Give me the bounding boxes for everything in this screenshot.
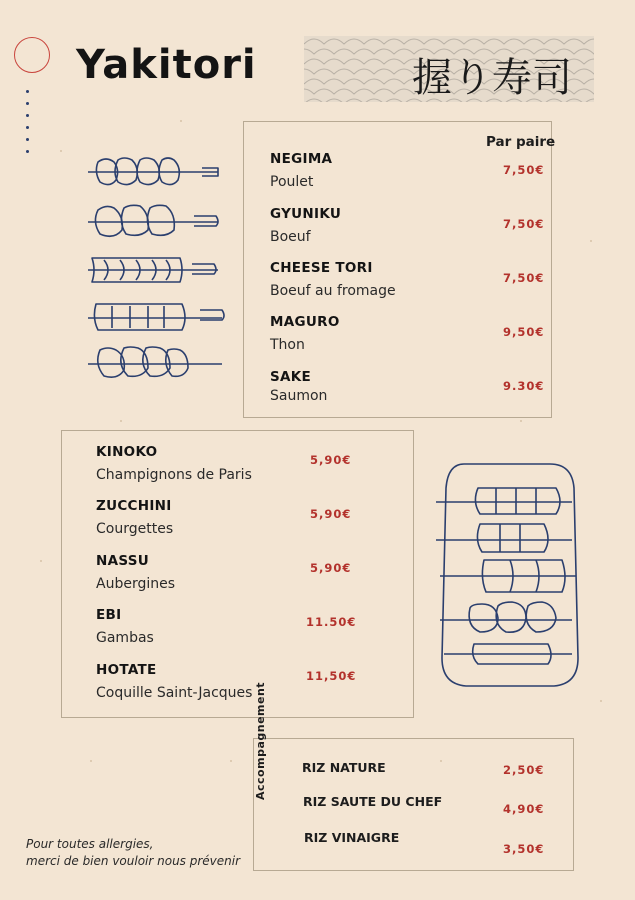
japanese-title: 握り寿司 [412,55,572,101]
dot-icon [26,126,29,129]
side-name: RIZ VINAIGRE [304,830,400,845]
item-desc: Gambas [96,630,154,646]
skewer-plate-illustration-icon [434,458,582,690]
side-price: 3,50€ [503,842,545,856]
item-desc: Boeuf au fromage [270,283,396,299]
item-price: 9,50€ [503,325,545,339]
circle-decoration-icon [14,37,50,73]
page-title: Yakitori [76,42,257,88]
item-desc: Saumon [270,388,328,404]
dot-icon [26,90,29,93]
dot-icon [26,138,29,141]
item-price: 11,50€ [306,669,357,683]
item-price: 11.50€ [306,615,357,629]
item-name: NEGIMA [270,151,333,167]
item-desc: Poulet [270,174,314,190]
item-desc: Champignons de Paris [96,467,252,483]
item-name: GYUNIKU [270,206,342,222]
column-header: Par paire [486,134,556,150]
item-desc: Aubergines [96,576,176,592]
item-name: KINOKO [96,444,158,460]
item-name: CHEESE TORI [270,260,373,276]
item-price: 5,90€ [310,507,352,521]
item-name: HOTATE [96,662,157,678]
side-name: RIZ SAUTE DU CHEF [303,794,443,809]
item-name: SAKE [270,369,312,385]
dot-icon [26,150,29,153]
allergy-note: merci de bien vouloir nous prévenir [26,854,241,868]
item-name: EBI [96,607,122,623]
item-price: 9.30€ [503,379,545,393]
item-name: MAGURO [270,314,340,330]
dot-icon [26,102,29,105]
item-desc: Courgettes [96,521,174,537]
item-desc: Boeuf [270,229,311,245]
side-name: RIZ NATURE [302,760,386,775]
sides-label: Accompagnement [254,681,267,800]
skewer-illustration-icon [84,150,234,390]
item-name: ZUCCHINI [96,498,172,514]
item-price: 7,50€ [503,163,545,177]
side-price: 4,90€ [503,802,545,816]
side-price: 2,50€ [503,763,545,777]
item-price: 7,50€ [503,271,545,285]
item-price: 7,50€ [503,217,545,231]
item-desc: Thon [270,337,305,353]
item-name: NASSU [96,553,150,569]
item-price: 5,90€ [310,453,352,467]
allergy-note: Pour toutes allergies, [26,837,154,851]
dot-icon [26,114,29,117]
item-price: 5,90€ [310,561,352,575]
item-desc: Coquille Saint-Jacques [96,685,253,701]
